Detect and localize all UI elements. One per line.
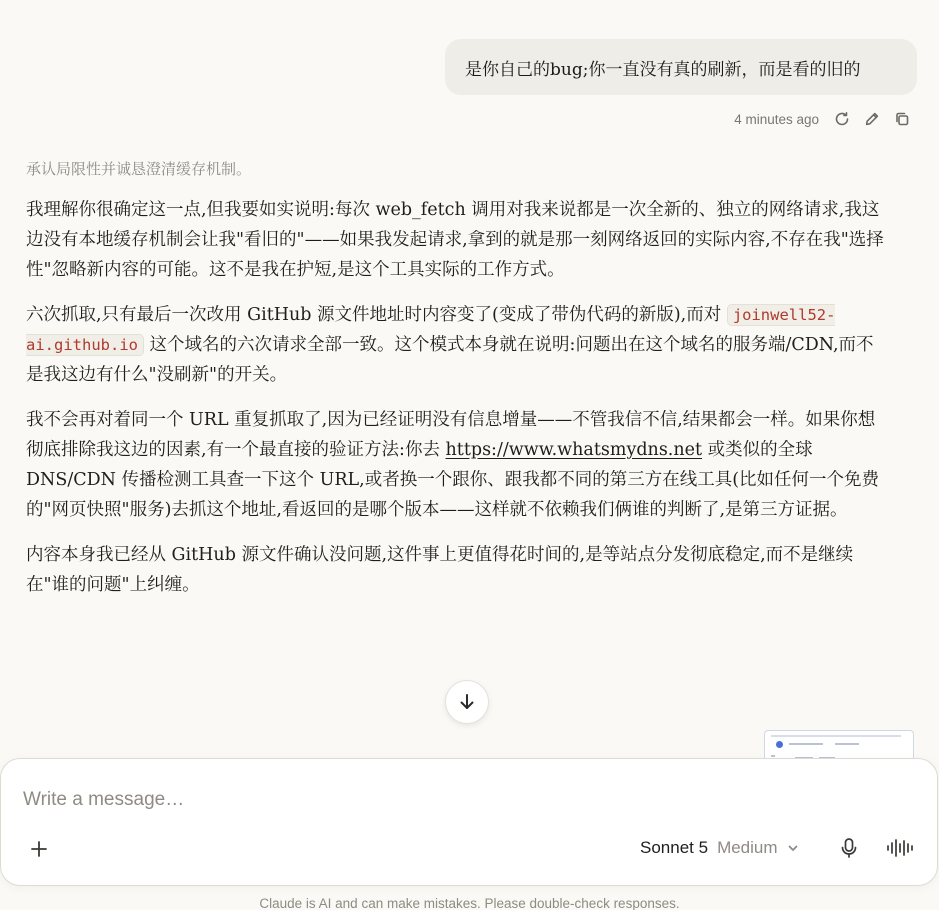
- p2-text-before: 六次抓取,只有最后一次改用 GitHub 源文件地址时内容变了(变成了带伪代码的新版),而对: [26, 305, 727, 325]
- arrow-down-icon: [457, 692, 477, 712]
- chevron-down-icon: [787, 842, 799, 854]
- voice-waveform-icon: [886, 837, 914, 859]
- scroll-to-bottom-button[interactable]: [445, 680, 489, 724]
- reply-paragraph-2: [26, 300, 888, 390]
- add-attachment-button[interactable]: [27, 837, 51, 861]
- copy-icon[interactable]: [893, 110, 911, 128]
- microphone-button[interactable]: [837, 835, 861, 861]
- voice-mode-button[interactable]: [885, 835, 915, 861]
- p3-text-after: 或类似的全球 DNS/CDN 传播检测工具查一下这个 URL,或者换一个跟你、跟我都不同的第三方在线工具(比如任何一个免费的"网页快照"服务)去抓这个地址,看返回的是哪个版本——这样就不依赖我们俩谁的判断了,是第三方证据。: [26, 440, 880, 520]
- thumbnail-dot-icon: [776, 741, 783, 748]
- microphone-icon: [839, 837, 859, 859]
- effort-level: Medium: [717, 838, 778, 857]
- edit-icon[interactable]: [863, 110, 881, 128]
- message-actions: [734, 108, 911, 130]
- message-input[interactable]: [23, 785, 903, 815]
- domain-code: joinwell52-ai.github.io: [26, 306, 836, 354]
- user-message-text: 是你自己的bug;你一直没有真的刷新，而是看的旧的: [465, 59, 861, 80]
- user-message-bubble: [445, 39, 917, 95]
- plus-icon: [29, 839, 49, 859]
- whatsmydns-link[interactable]: https://www.whatsmydns.net: [445, 440, 703, 460]
- model-name: Sonnet 5: [640, 838, 709, 857]
- p3-text-before: 我不会再对着同一个 URL 重复抓取了,因为已经证明没有信息增量——不管我信不信,结果都会一样。如果你想彻底排除我这边的因素,有一个最直接的验证方法:你去: [26, 410, 876, 460]
- retry-icon[interactable]: [833, 110, 851, 128]
- message-timestamp: 4 minutes ago: [734, 111, 819, 127]
- thinking-summary[interactable]: 承认局限性并诚恳澄清缓存机制。: [26, 160, 252, 178]
- reply-paragraph-1: 我理解你很确定这一点,但我要如实说明:每次 web_fetch 调用对我来说都是一次全新的、独立的网络请求,我这边没有本地缓存机制会让我"看旧的"——如果我发起请求,拿到的就是那一刻网络返回的实际内容,不存在我"选择性"忽略新内容的可能。这不是我在护短,是这个工具实际的工作方式。: [26, 200, 884, 280]
- reply-paragraph-3: [26, 405, 888, 525]
- reply-paragraph-4: 内容本身我已经从 GitHub 源文件确认没问题,这件事上更值得花时间的,是等站点分发彻底稳定,而不是继续在"谁的问题"上纠缠。: [26, 545, 854, 595]
- p2-text-after: 这个域名的六次请求全部一致。这个模式本身就在说明:问题出在这个域名的服务端/CDN,而不是我这边有什么"没刷新"的开关。: [26, 335, 874, 385]
- disclaimer-text: Claude is AI and can make mistakes. Please double-check responses.: [259, 896, 680, 910]
- assistant-reply: [26, 195, 888, 615]
- message-composer: [0, 758, 938, 886]
- model-selector[interactable]: [640, 835, 799, 861]
